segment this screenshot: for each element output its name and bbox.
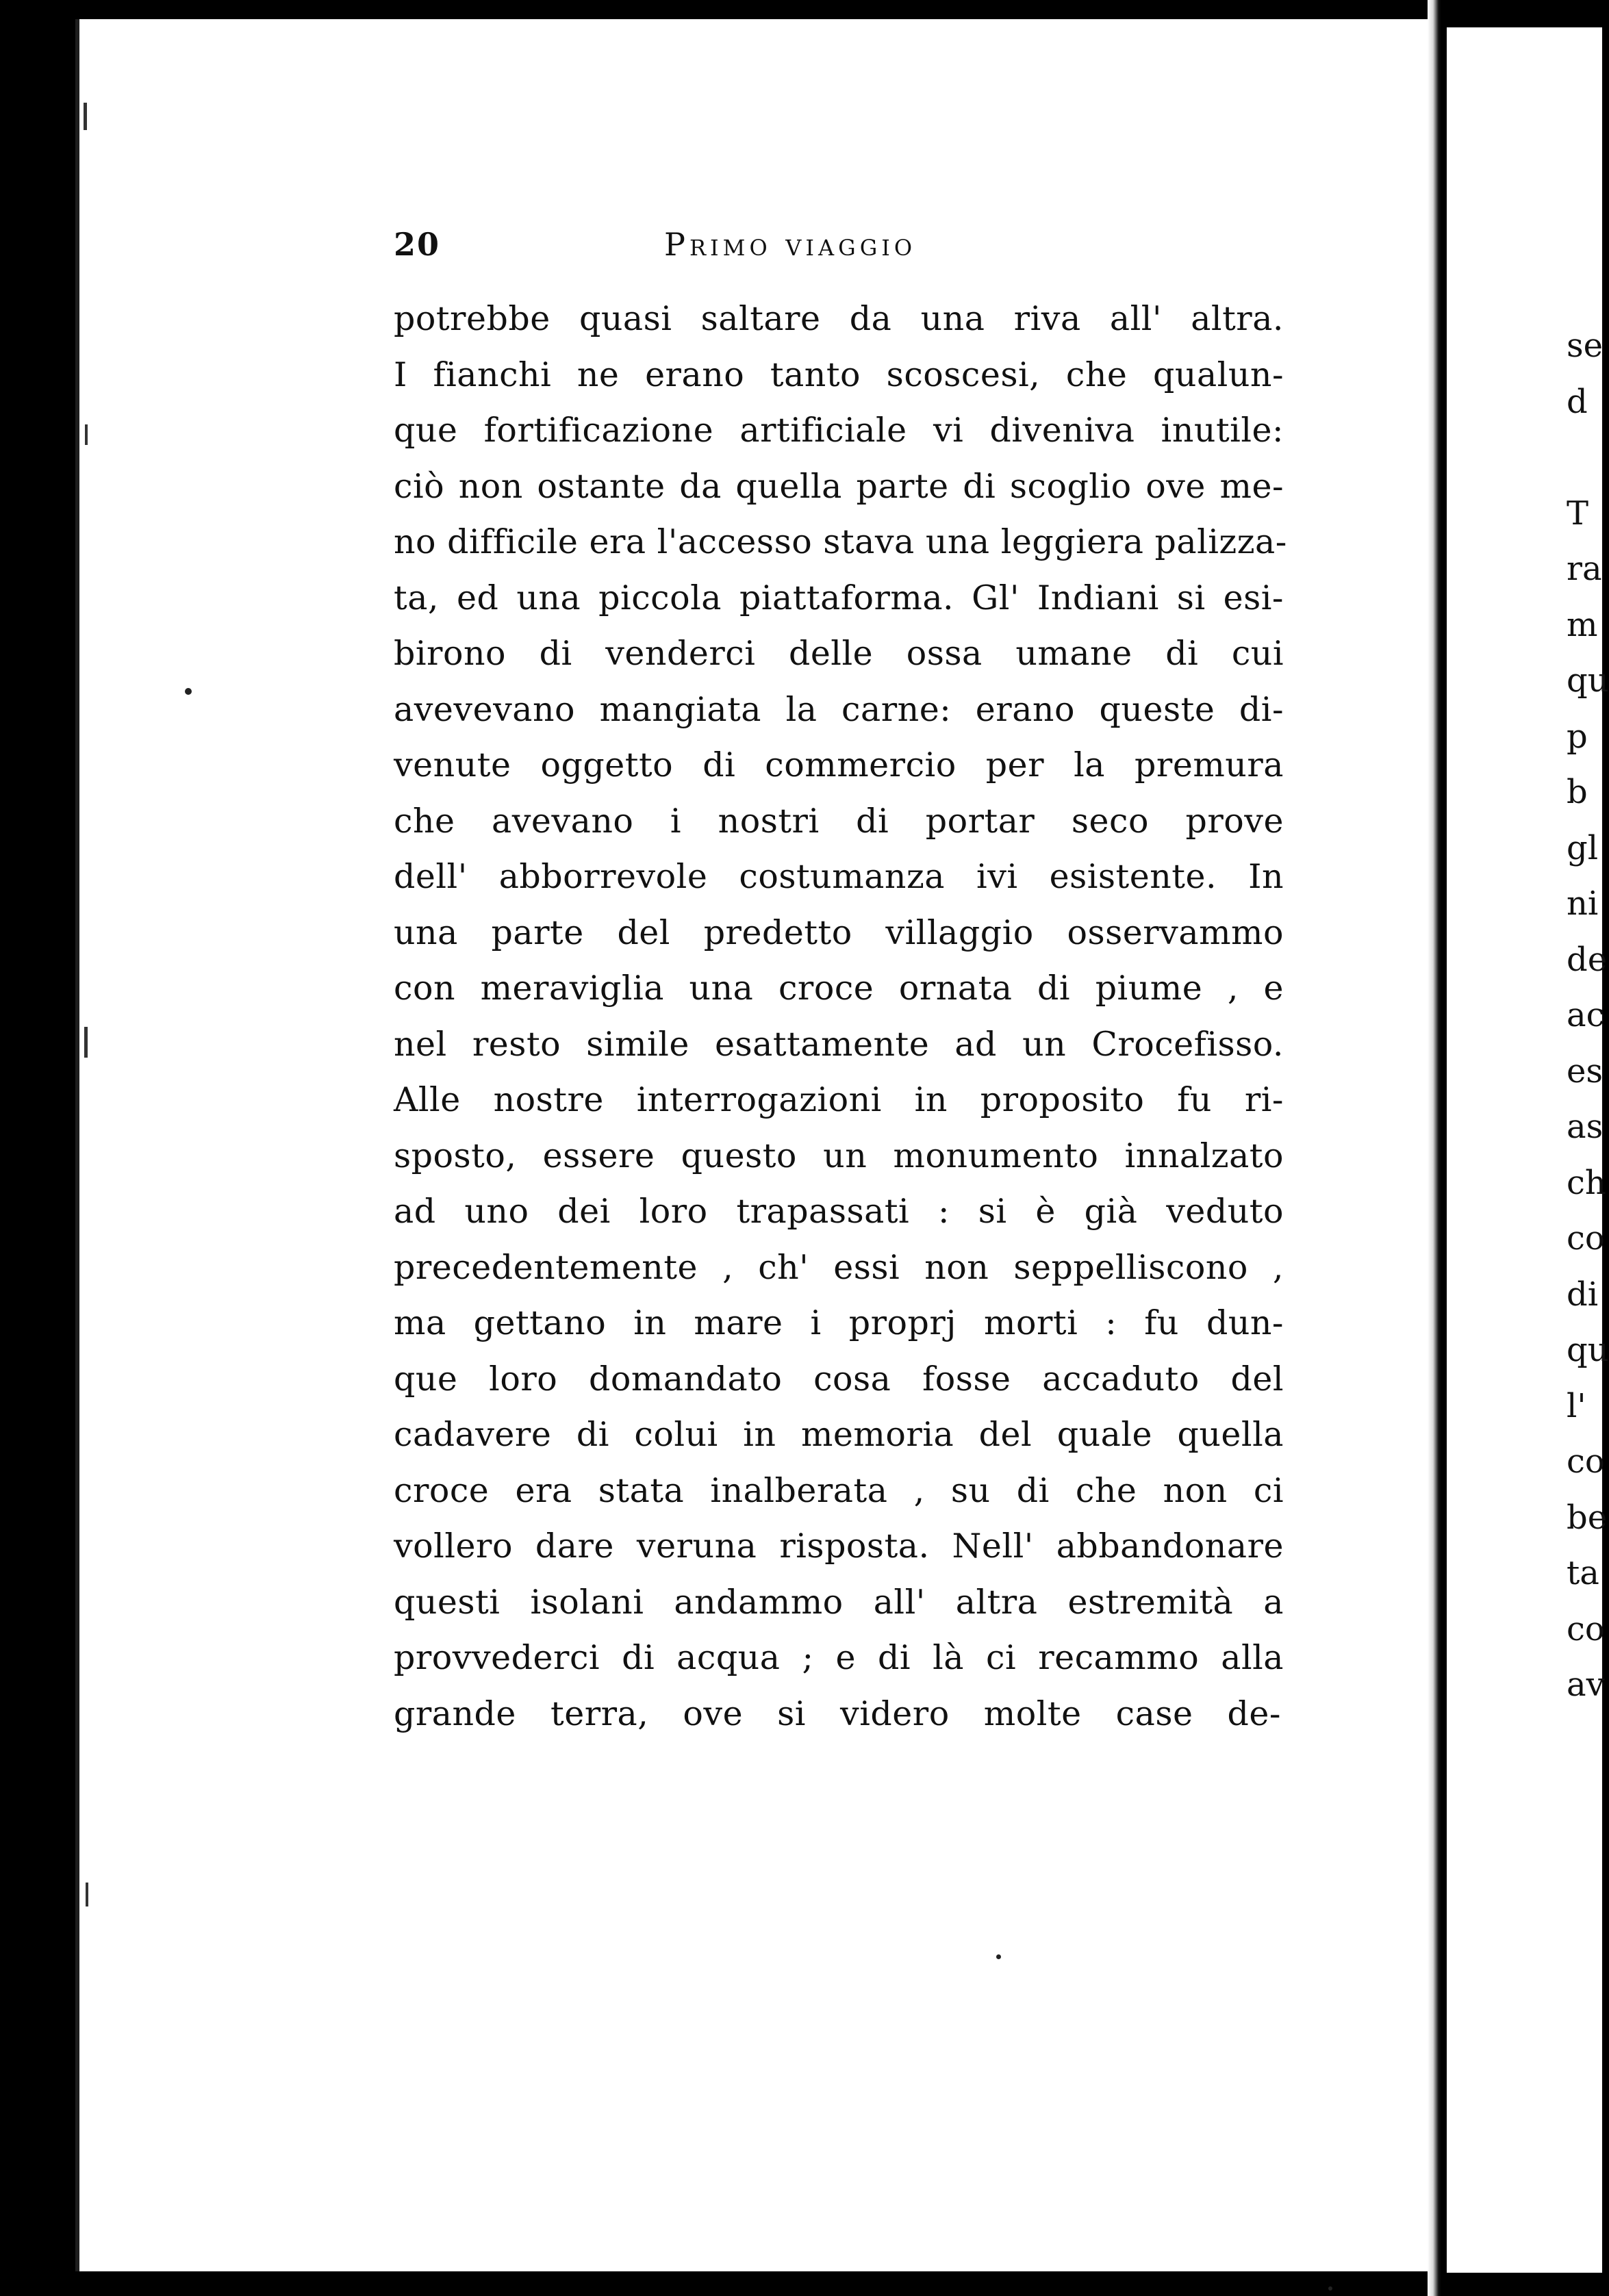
facing-fragment: gl (1567, 828, 1599, 867)
text-line: con meraviglia una croce ornata di piume , e (394, 969, 1284, 1008)
text-line: no difficile era l'accesso stava una leggiera palizza- (394, 522, 1287, 561)
text-line: precedentemente , ch' essi non seppelliscono , (394, 1247, 1284, 1287)
facing-fragment: as (1567, 1108, 1604, 1146)
facing-fragment: be (1567, 1498, 1608, 1537)
text-line: potrebbe quasi saltare da una riva all' altra. (394, 299, 1284, 338)
text-line: croce era stata inalberata , su di che non ci (394, 1470, 1284, 1510)
facing-fragment: d (1567, 382, 1588, 421)
text-line: Alle nostre interrogazioni in proposito fu ri- (394, 1080, 1284, 1119)
facing-page-text (1567, 318, 1608, 1713)
facing-fragment: p (1567, 717, 1588, 756)
facing-fragment: ac (1567, 996, 1605, 1034)
facing-fragment: ch (1567, 1163, 1606, 1202)
text-line: questi isolani andammo all' altra estremità a (394, 1582, 1284, 1622)
facing-fragment: qu (1567, 1331, 1609, 1369)
facing-fragment: T (1567, 494, 1589, 533)
text-line: che avevano i nostri di portar seco prove (394, 801, 1284, 841)
text-line: ciò non ostante da quella parte di scoglio ove me- (394, 466, 1284, 506)
text-line: venute oggetto di commercio per la premura (394, 745, 1284, 785)
facing-fragment (1567, 430, 1608, 486)
text-line: provvederci di acqua ; e di là ci recammo alla (394, 1638, 1284, 1677)
text-line: I fianchi ne erano tanto scoscesi, che qualun- (394, 355, 1284, 394)
page-number: 20 (394, 226, 441, 263)
text-line: que loro domandato cosa fosse accaduto del (394, 1359, 1284, 1399)
paper-speck (996, 1954, 1001, 1959)
paper-speck (185, 688, 192, 695)
facing-fragment: co (1567, 1442, 1605, 1481)
text-line: avevevano mangiata la carne: erano queste di- (394, 689, 1284, 729)
facing-fragment: l' (1567, 1386, 1586, 1425)
text-line: vollero dare veruna risposta. Nell' abbandonare (394, 1527, 1284, 1566)
facing-fragment: qu (1567, 661, 1609, 700)
text-line: ma gettano in mare i proprj morti : fu dun- (394, 1303, 1284, 1342)
facing-fragment: de (1567, 940, 1608, 979)
facing-fragment: ta (1567, 1554, 1599, 1592)
running-title: Primo viaggio (664, 226, 917, 263)
text-line: ta, ed una piccola piattaforma. Gl' Indiani si esi- (394, 578, 1284, 617)
page-edge-mark (84, 1027, 88, 1058)
facing-fragment: di (1567, 1275, 1599, 1314)
paper-speck (1328, 2286, 1332, 2291)
body-text (394, 291, 1287, 1742)
page-edge-mark (86, 1883, 88, 1906)
text-line: cadavere di colui in memoria del quale quella (394, 1415, 1284, 1454)
text-line: birono di venderci delle ossa umane di cui (394, 634, 1284, 673)
text-line: ad uno dei loro trapassati : si è già veduto (394, 1192, 1284, 1231)
text-line: grande terra, ove si videro molte case de- (394, 1694, 1281, 1733)
text-line: una parte del predetto villaggio osservammo (394, 913, 1284, 952)
facing-fragment: es (1567, 1051, 1604, 1090)
facing-fragment: ra (1567, 550, 1602, 588)
running-head (394, 226, 1284, 267)
text-line: sposto, essere questo un monumento innalzato (394, 1136, 1284, 1175)
facing-fragment: m (1567, 605, 1598, 644)
page-edge-mark (85, 424, 88, 445)
facing-fragment: co (1567, 1219, 1605, 1258)
page-edge-mark (84, 103, 87, 130)
text-line: nel resto simile esattamente ad un Crocefisso. (394, 1024, 1284, 1064)
facing-fragment: co (1567, 1609, 1605, 1648)
text-line: que fortificazione artificiale vi diveniva inutile: (394, 411, 1284, 450)
book-gutter (1428, 0, 1441, 2296)
facing-fragment: ni (1567, 884, 1599, 923)
facing-fragment: se (1567, 327, 1604, 365)
text-line: dell' abborrevole costumanza ivi esistente. In (394, 857, 1284, 896)
facing-fragment: av (1567, 1666, 1605, 1704)
facing-fragment: b (1567, 773, 1588, 811)
